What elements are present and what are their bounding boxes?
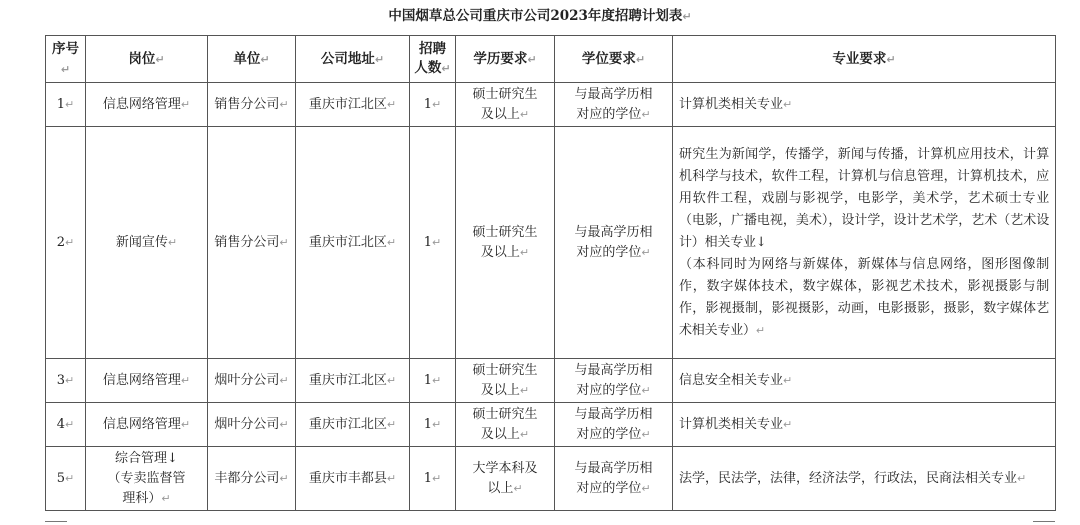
header-major: 专业要求↵ [673,36,1056,83]
cell-education: 硕士研究生 及以上↵ [456,127,555,359]
title-text: 中国烟草总公司重庆市公司2023年度招聘计划表 [388,8,683,24]
cell-seq: 3↵ [46,359,86,403]
header-row [46,36,1056,83]
cell-address: 重庆市江北区↵ [296,359,410,403]
cell-post: 新闻宣传↵ [86,127,208,359]
cell-count: 1↵ [410,447,456,511]
header-count: 招聘 人数↵ [410,36,456,83]
header-seq: 序号↵ [46,36,86,83]
table-row [46,447,1056,511]
cell-post: 信息网络管理↵ [86,359,208,403]
cell-address: 重庆市江北区↵ [296,403,410,447]
cell-count: 1↵ [410,403,456,447]
table-row [46,403,1056,447]
header-education: 学历要求↵ [456,36,555,83]
header-address: 公司地址↵ [296,36,410,83]
header-degree: 学位要求↵ [555,36,673,83]
cell-count: 1↵ [410,83,456,127]
cell-post: 信息网络管理↵ [86,83,208,127]
cell-unit: 烟叶分公司↵ [208,403,296,447]
cell-degree: 与最高学历相 对应的学位↵ [555,127,673,359]
table-row [46,83,1056,127]
cell-seq: 5↵ [46,447,86,511]
cell-education: 硕士研究生 及以上↵ [456,83,555,127]
cell-degree: 与最高学历相 对应的学位↵ [555,403,673,447]
header-unit: 单位↵ [208,36,296,83]
cell-major: 法学，民法学，法律，经济法学，行政法，民商法相关专业↵ [673,447,1056,511]
cell-major: 信息安全相关专业↵ [673,359,1056,403]
cell-post: 综合管理↓ （专卖监督管 理科）↵ [86,447,208,511]
cell-unit: 销售分公司↵ [208,83,296,127]
page-corner-mark-left [45,521,67,525]
cell-address: 重庆市江北区↵ [296,127,410,359]
cell-education: 硕士研究生 及以上↵ [456,359,555,403]
table-row [46,359,1056,403]
cell-major: 计算机类相关专业↵ [673,403,1056,447]
cell-unit: 丰都分公司↵ [208,447,296,511]
cell-education: 大学本科及 以上↵ [456,447,555,511]
cell-post: 信息网络管理↵ [86,403,208,447]
cell-address: 重庆市江北区↵ [296,83,410,127]
cell-count: 1↵ [410,359,456,403]
cell-count: 1↵ [410,127,456,359]
cell-seq: 1↵ [46,83,86,127]
paragraph-mark: ↵ [682,10,692,23]
page-corner-mark-right [1033,521,1055,525]
header-post: 岗位↵ [86,36,208,83]
cell-seq: 4↵ [46,403,86,447]
table-row [46,127,1056,359]
cell-degree: 与最高学历相 对应的学位↵ [555,83,673,127]
cell-degree: 与最高学历相 对应的学位↵ [555,359,673,403]
cell-major: 计算机类相关专业↵ [673,83,1056,127]
document-title [0,6,1080,27]
cell-unit: 烟叶分公司↵ [208,359,296,403]
cell-degree: 与最高学历相 对应的学位↵ [555,447,673,511]
cell-unit: 销售分公司↵ [208,127,296,359]
cell-major: 研究生为新闻学，传播学，新闻与传播，计算机应用技术，计算机科学与技术，软件工程，计算机与信息管理，计算机技术，应用软件工程，戏剧与影视学，电影学，美术学，艺术硕士专业（电影，广播电视，美术），设计学，设计艺术学，艺术（艺术设计）相关专业↓ （本科同时为网络与新媒体，新媒体与信息网络，图形图像制作，数字媒体技术，数字媒体，影视艺术技术，影视摄影与制作，影视摄制，影视摄影，动画，电影摄影，摄影，数字媒体艺术相关专业）↵ [673,127,1056,359]
recruitment-table [45,35,1056,511]
cell-seq: 2↵ [46,127,86,359]
cell-education: 硕士研究生 及以上↵ [456,403,555,447]
cell-address: 重庆市丰都县↵ [296,447,410,511]
